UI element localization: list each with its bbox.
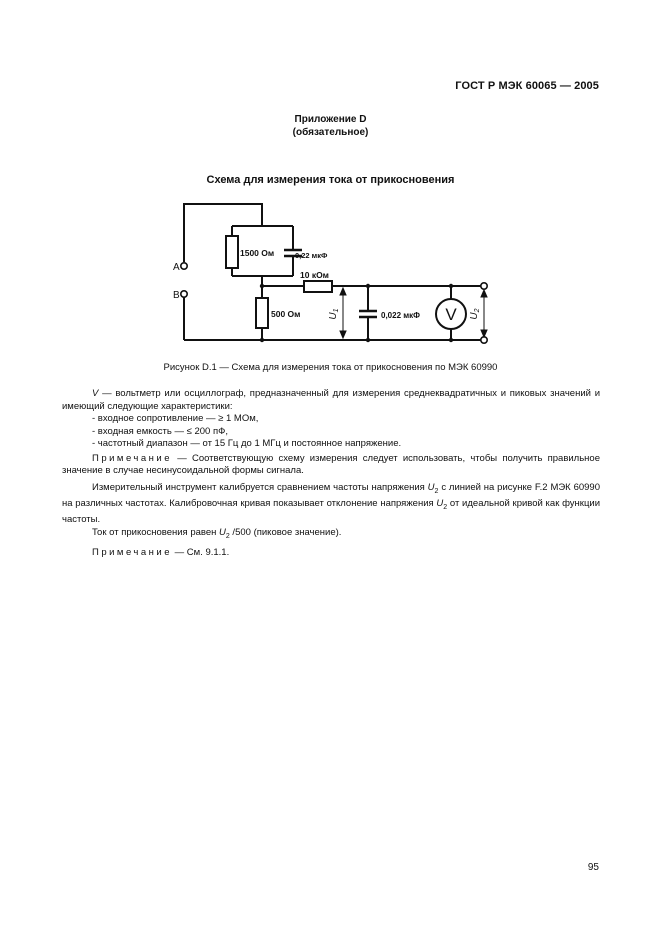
section-title: Схема для измерения тока от прикосновения [206, 174, 455, 186]
voltage-subscript: 2 [434, 487, 439, 495]
note-1 [62, 453, 600, 478]
v-description: — вольтметр или осциллограф, предназначенный для измерения среднеквадратичных и пиковых значений и имеющий следующие характеристики: [62, 388, 600, 412]
body-text [62, 388, 600, 560]
characteristic-item: - входная емкость — ≤ 200 пФ, [92, 425, 228, 437]
resistor-r1 [226, 236, 238, 268]
voltage-symbol: U [427, 481, 435, 493]
annex-title: Приложение D [294, 114, 367, 125]
annex-heading [0, 113, 661, 139]
voltage-subscript: 2 [443, 503, 448, 511]
note-2-label: Примечание [92, 547, 172, 559]
voltmeter-description [62, 388, 600, 413]
c1-label: 0,22 мкФ [295, 251, 328, 260]
note-2-text: — См. 9.1.1. [172, 547, 230, 559]
u1-label-group [328, 308, 340, 319]
terminal-a-label: A [173, 262, 180, 273]
calibration-text: от идеальной кривой как функции частоты. [62, 497, 601, 526]
junction-dot [260, 284, 264, 288]
u2-arrow-head-top [481, 290, 487, 297]
characteristic-item: - частотный диапазон — от 15 Гц до 1 МГц и постоянное напряжение. [92, 438, 402, 449]
note-1-label: Примечание [92, 452, 172, 464]
voltage-subscript: 2 [225, 532, 230, 540]
figure-caption: Рисунок D.1 — Схема для измерения тока от прикосновения по МЭК 60990 [163, 362, 498, 373]
c2-label: 0,022 мкФ [381, 311, 420, 320]
u1-arrow-head-bottom [340, 331, 346, 338]
junction-dot [449, 284, 453, 288]
note-1-text: — Соответствующую схему измерения следует использовать, чтобы получить правильное значение в случае несинусоидальной формы сигнала. [62, 452, 600, 476]
junction-dot [366, 338, 370, 342]
r1-label: 1500 Ом [240, 248, 275, 258]
terminal-b-label: B [173, 290, 180, 301]
voltage-symbol: U [219, 526, 226, 538]
u2-label: $U_2$ [469, 308, 481, 320]
voltage-symbol: U [436, 497, 444, 509]
terminal-a [181, 263, 187, 269]
terminal-out-top [481, 283, 487, 289]
standard-header: ГОСТ Р МЭК 60065 — 2005 [455, 80, 599, 92]
junction-dot [449, 338, 453, 342]
r2-label: 10 кОм [300, 270, 329, 280]
calibration-text: Измерительный инструмент калибруется сравнением частоты напряжения [92, 481, 428, 493]
junction-dot [260, 338, 264, 342]
r3-label: 500 Ом [271, 309, 301, 319]
circuit-schematic [160, 192, 500, 352]
u1-label: $U_1$ [328, 308, 340, 320]
voltmeter-label: V [445, 305, 457, 324]
touch-text: /500 (пиковое значение). [229, 526, 342, 538]
note-2 [62, 547, 600, 560]
u2-arrow-head-bottom [481, 330, 487, 337]
resistor-r2 [304, 281, 332, 292]
calibration-paragraph [62, 482, 600, 527]
junction-dot [366, 284, 370, 288]
u1-arrow-head-top [340, 288, 346, 295]
calibration-text: с линией на рисунке F.2 МЭК 60990 на различных частотах. Калибровочная кривая показывает отклонение напряжения [62, 481, 600, 509]
resistor-r3 [256, 298, 268, 328]
annex-subtitle: (обязательное) [292, 127, 369, 138]
u2-label-group [469, 308, 481, 319]
touch-current-paragraph [62, 527, 600, 543]
characteristic-item: - входное сопротивление — ≥ 1 МОм, [92, 413, 259, 424]
v-symbol: V [92, 388, 99, 399]
terminal-b [181, 291, 187, 297]
page-number: 95 [587, 862, 599, 873]
touch-text: Ток от прикосновения равен [92, 526, 220, 538]
